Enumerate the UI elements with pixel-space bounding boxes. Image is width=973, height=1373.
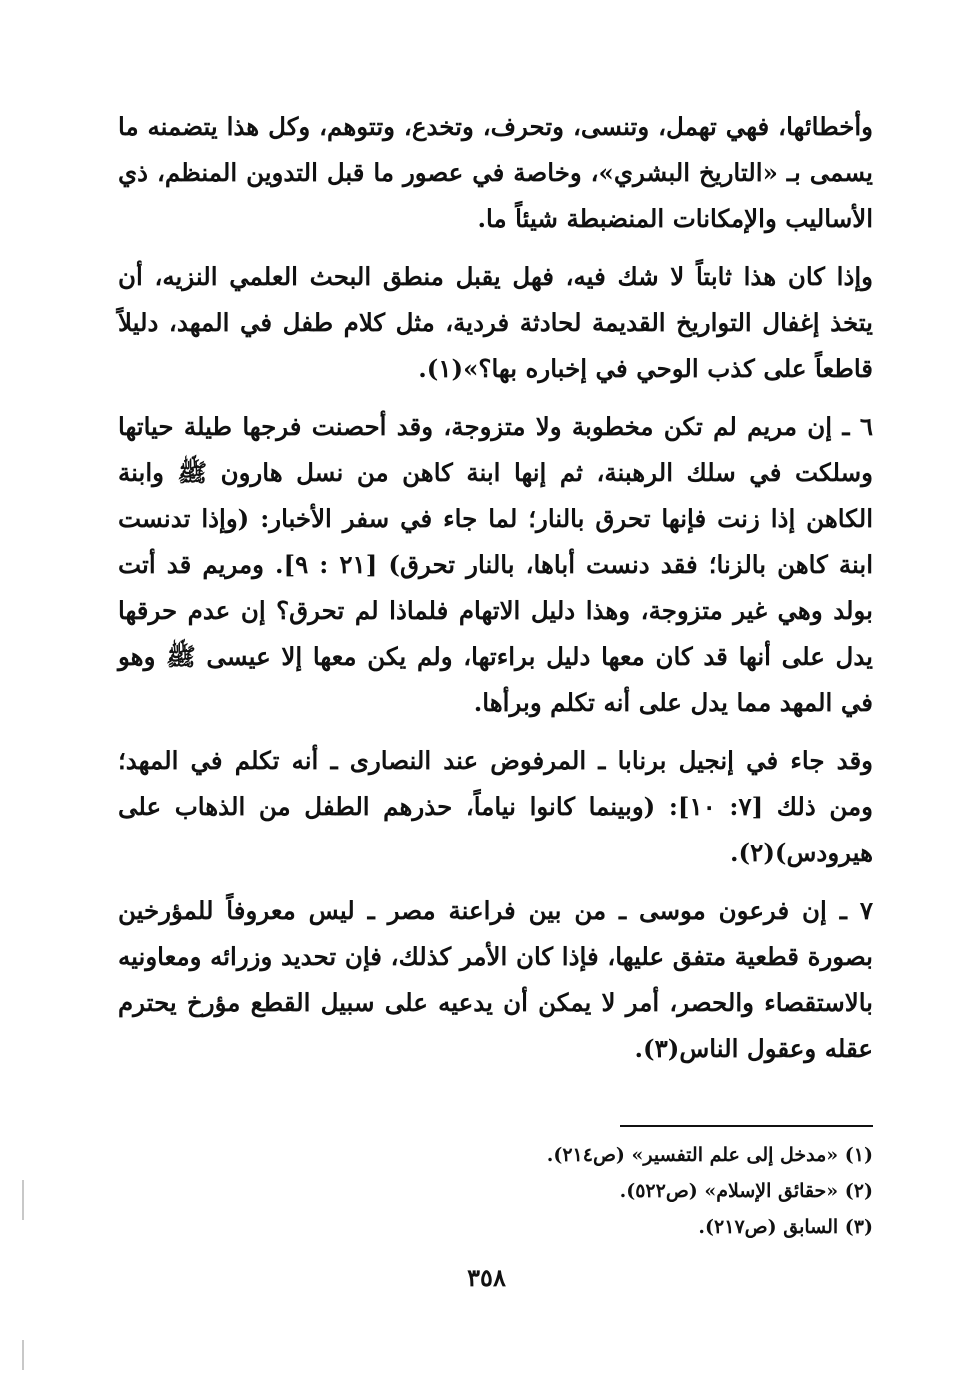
footnote-1: (١) «مدخل إلى علم التفسير» (ص٢١٤).	[546, 1144, 873, 1166]
footnote-divider	[620, 1125, 873, 1127]
paragraph-1: وأخطائها، فهي تهمل، وتنسى، وتحرف، وتخدع، وتتوهم، وكل هذا يتضمنه ما يسمى بـ «التاريخ البشري»، وخاصة في عصور ما قبل التدوين المنظم، ذي الأساليب والإمكانات المنضبطة شيئاً ما.	[118, 112, 873, 233]
footnote-2: (٢) «حقائق الإسلام» (ص٥٢٢).	[619, 1180, 873, 1202]
paragraph-5: ٧ ـ إن فرعون موسى ـ من بين فراعنة مصر ـ ليس معروفاً للمؤرخين بصورة قطعية متفق عليها، فإذا كان الأمر كذلك، فإن تحديد وزرائه ومعاونيه بالاستقصاء والحصر، أمر لا يمكن أن يدعيه على سبيل القطع مؤرخ يحترم عقله وعقول الناس(٣).	[118, 896, 873, 1063]
footnotes	[118, 1137, 873, 1245]
scan-margin-mark	[22, 1180, 24, 1220]
main-text	[118, 104, 873, 1084]
footnote-3: (٣) السابق (ص٢١٧).	[698, 1216, 873, 1238]
page-number: ٣٥٨	[467, 1263, 506, 1292]
scan-margin-mark	[22, 1340, 24, 1370]
paragraph-3: ٦ ـ إن مريم لم تكن مخطوبة ولا متزوجة، وقد أحصنت فرجها طيلة حياتها وسلكت في سلك الرهبنة، ثم إنها ابنة كاهن من نسل هارون ﷺ وابنة الكاهن إذا زنت فإنها تحرق بالنار؛ لما جاء في سفر الأخبار: (وإذا تدنست ابنة كاهن بالزنا؛ فقد دنست أباها، بالنار تحرق) [٢١ : ٩]. ومريم قد أتت بولد وهي غير متزوجة، وهذا دليل الاتهام فلماذا لم تحرق؟ إن عدم حرقها يدل على أنها قد كان معها دليل براءتها، ولم يكن معها إلا عيسى ﷺ وهو في المهد مما يدل على أنه تكلم وبرأها.	[118, 412, 873, 717]
paragraph-4: وقد جاء في إنجيل برنابا ـ المرفوض عند النصارى ـ أنه تكلم في المهد؛ ومن ذلك [٧: ١٠]: (وبينما كانوا نياماً، حذرهم الطفل من الذهاب على هيرودس)(٢).	[118, 746, 874, 867]
paragraph-2: وإذا كان هذا ثابتاً لا شك فيه، فهل يقبل منطق البحث العلمي النزيه، أن يتخذ إغفال التواريخ القديمة لحادثة فردية، مثل كلام طفل في المهد، دليلاً قاطعاً على كذب الوحي في إخباره بها؟»(١).	[118, 262, 873, 383]
